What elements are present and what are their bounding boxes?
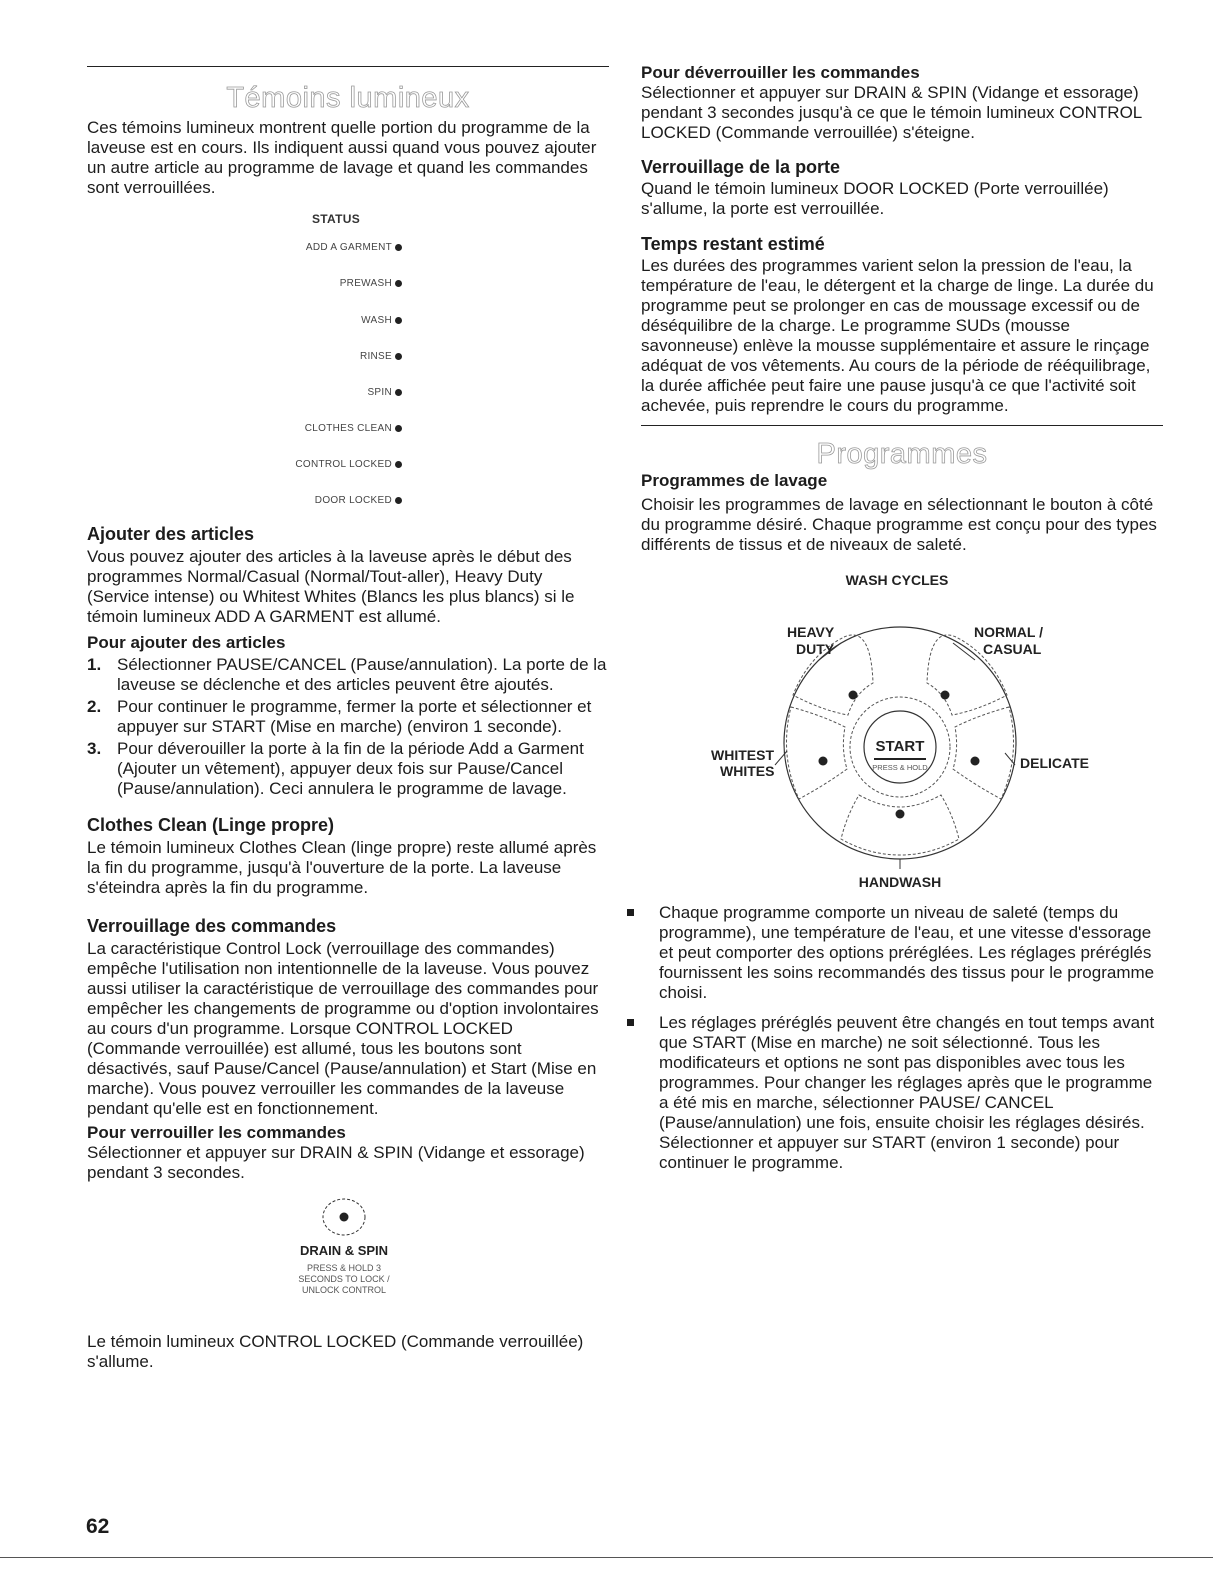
label-whites: WHITES bbox=[720, 763, 775, 779]
indicator-light-icon bbox=[941, 691, 950, 700]
label-delicate: DELICATE bbox=[1020, 755, 1089, 771]
page-number: 62 bbox=[86, 1515, 110, 1538]
press-hold-label: PRESS & HOLD bbox=[872, 763, 928, 772]
leader-delicate bbox=[1005, 753, 1015, 765]
status-label: WASH bbox=[361, 315, 392, 326]
label-normal: NORMAL / bbox=[974, 624, 1043, 640]
drain-spin-caption-2: SECONDS TO LOCK / bbox=[298, 1274, 390, 1284]
status-wash bbox=[361, 311, 402, 331]
wash-programs-body: Choisir les programmes de lavage en sélectionnant le bouton à côté du programme désiré. Chaque programme est conçu pour des types différents de tissus et de niveaux de saleté. bbox=[641, 495, 1157, 554]
section-title-programs: Programmes bbox=[816, 438, 988, 470]
subheading-how-to-add: Pour ajouter des articles bbox=[87, 633, 286, 652]
wash-cycles-dial bbox=[641, 565, 1163, 897]
status-control-locked bbox=[295, 455, 402, 475]
indicator-light-icon bbox=[395, 244, 402, 251]
status-label: CONTROL LOCKED bbox=[295, 459, 392, 470]
status-label: ADD A GARMENT bbox=[305, 242, 392, 253]
indicator-light-icon bbox=[395, 425, 402, 432]
segment-handwash bbox=[841, 795, 959, 855]
programs-bullets bbox=[627, 903, 1163, 1173]
bullet-text: Les réglages préréglés peuvent être changés en tout temps avant que START (Mise en marche) ne soit sélectionné. Tous les modificateurs et options ne sont pas disponibles avec tous les programmes. Pour changer les réglages après que le programme a été mis en marche, sélectionner PAUSE/ CANCEL (Pause/annulation) une fois, ensuite choisir les réglages désirés. Sélectionner et appuyer sur START (environ 1 seconde) pour continuer le programme. bbox=[659, 1013, 1155, 1172]
heading-unlock-controls: Pour déverrouiller les commandes bbox=[641, 63, 920, 82]
heading-wash-programs: Programmes de lavage bbox=[641, 471, 828, 490]
lock-controls-body: Sélectionner et appuyer sur DRAIN & SPIN (Vidange et essorage) pendant 3 secondes. bbox=[87, 1143, 585, 1182]
step-item bbox=[87, 739, 609, 799]
status-clothes-clean bbox=[305, 419, 402, 439]
indicator-light-icon bbox=[340, 1213, 349, 1222]
indicator-light-icon bbox=[849, 691, 858, 700]
indicator-light-icon bbox=[395, 497, 402, 504]
indicator-light-icon bbox=[395, 353, 402, 360]
control-lock-body: La caractéristique Control Lock (verrouillage des commandes) empêche l'utilisation non intentionnelle de la laveuse. Vous pouvez aussi utiliser la caractéristique de verrouillage des commandes pour empêcher les changements de programme ou d'option involontaires au cours d'un programme. Lorsque CONTROL LOCKED (Commande verrouillée) est allumé, tous les boutons sont désactivés, sauf Pause/Cancel (Pause/annulation) et Start (Mise en marche). Vous pouvez verrouiller les commandes de la laveuse pendant qu'elle est en fonctionnement. bbox=[87, 939, 599, 1118]
status-panel-title: STATUS bbox=[312, 212, 361, 226]
unlock-controls-body: Sélectionner et appuyer sur DRAIN & SPIN (Vidange et essorage) pendant 3 secondes jusqu'à ce que le témoin lumineux CONTROL LOCKED (Commande verrouillée) s'éteigne. bbox=[641, 83, 1142, 142]
status-label: PREWASH bbox=[339, 278, 392, 289]
status-label: DOOR LOCKED bbox=[314, 495, 392, 506]
indicator-light-icon bbox=[819, 757, 828, 766]
status-door-locked bbox=[315, 491, 402, 511]
control-locked-closing: Le témoin lumineux CONTROL LOCKED (Commande verrouillée) s'allume. bbox=[87, 1332, 584, 1371]
indicator-light-icon bbox=[395, 280, 402, 287]
clothes-clean-body: Le témoin lumineux Clothes Clean (linge propre) reste allumé après la fin du programme, jusqu'à l'ouverture de la porte. La laveuse s'éteindra après la fin du programme. bbox=[87, 838, 597, 897]
start-label: START bbox=[875, 738, 925, 755]
step-number: 1. bbox=[87, 655, 102, 674]
bullet-item bbox=[627, 903, 1163, 1003]
bullet-square-icon bbox=[627, 909, 634, 916]
indicators-intro: Ces témoins lumineux montrent quelle portion du programme de la laveuse est en cours. Ils indiquent aussi quand vous pouvez ajouter un autre article au programme de lavage et quand les commandes sont verrouillées. bbox=[87, 118, 597, 197]
status-spin bbox=[367, 383, 402, 403]
status-label: RINSE bbox=[359, 351, 392, 362]
status-add-a-garment bbox=[306, 238, 402, 258]
add-items-body: Vous pouvez ajouter des articles à la laveuse après le début des programmes Normal/Casual (Normal/Tout-aller), Heavy Duty (Service intense) ou Whitest Whites (Blancs les plus blancs) si le témoin lumineux ADD A GARMENT est allumé. bbox=[87, 547, 575, 626]
wash-cycles-title: WASH CYCLES bbox=[845, 572, 949, 588]
status-label: CLOTHES CLEAN bbox=[304, 423, 392, 434]
left-column bbox=[87, 58, 609, 1372]
step-number: 2. bbox=[87, 697, 102, 716]
bullet-text: Chaque programme comporte un niveau de saleté (temps du programme), une température de l'eau, et une vitesse d'essorage et peut comporter des options préréglées. Les réglages préréglés fournissent les soins recommandés des tissus pour le programme choisi. bbox=[659, 903, 1155, 1002]
step-text: Pour déverouiller la porte à la fin de la période Add a Garment (Ajouter un vêtement), appuyer deux fois sur Pause/Cancel (Pause/annulation). Ceci annulera le programme de lavage. bbox=[117, 739, 584, 798]
door-lock-body: Quand le témoin lumineux DOOR LOCKED (Porte verrouillée) s'allume, la porte est verrouillée. bbox=[641, 179, 1109, 218]
bottom-rule bbox=[0, 1557, 1213, 1558]
bullet-item bbox=[627, 1013, 1163, 1173]
bullet-square-icon bbox=[627, 1019, 634, 1026]
label-heavy: HEAVY bbox=[787, 624, 835, 640]
drain-spin-caption-3: UNLOCK CONTROL bbox=[301, 1285, 387, 1295]
drain-spin-illustration bbox=[87, 1183, 609, 1325]
step-item bbox=[87, 655, 609, 695]
heading-time-remaining: Temps restant estimé bbox=[641, 234, 825, 254]
heading-clothes-clean: Clothes Clean (Linge propre) bbox=[87, 815, 335, 835]
top-rule-left bbox=[87, 66, 609, 67]
drain-spin-caption-1: PRESS & HOLD 3 bbox=[306, 1263, 382, 1273]
section-title-indicators: Témoins lumineux bbox=[226, 82, 470, 114]
segment-whitest-whites bbox=[787, 707, 848, 799]
label-duty: DUTY bbox=[796, 641, 835, 657]
subheading-lock-controls: Pour verrouiller les commandes bbox=[87, 1123, 346, 1142]
label-casual: CASUAL bbox=[983, 641, 1042, 657]
time-remaining-body: Les durées des programmes varient selon la pression de l'eau, la température de l'eau, le détergent et la charge de linge. La durée du programme peut se prolonger en cas de moussage excessif ou de déséquilibre de la charge. Le programme SUDs (mousse savonneuse) enlève la mousse supplémentaire et assure le rinçage adéquat de vos vêtements. Au cours de la période de rééquilibrage, la durée affichée peut faire une pause jusqu'à ce que l'activité soit achevée, puis reprendre le cours du programme. bbox=[641, 256, 1154, 415]
segment-delicate bbox=[953, 707, 1014, 799]
status-prewash bbox=[340, 274, 402, 294]
drain-spin-label: DRAIN & SPIN bbox=[299, 1243, 389, 1258]
label-whitest: WHITEST bbox=[711, 747, 774, 763]
right-column bbox=[641, 58, 1163, 1183]
step-text: Sélectionner PAUSE/CANCEL (Pause/annulation). La porte de la laveuse se déclenche et des articles peuvent être ajoutés. bbox=[117, 655, 607, 694]
indicator-light-icon bbox=[395, 389, 402, 396]
drain-spin-button-panel bbox=[87, 1183, 609, 1325]
indicator-light-icon bbox=[395, 461, 402, 468]
label-handwash: HANDWASH bbox=[858, 874, 942, 890]
status-panel bbox=[87, 198, 609, 520]
step-text: Pour continuer le programme, fermer la porte et sélectionner et appuyer sur START (Mise en marche) (environ 1 seconde). bbox=[117, 697, 592, 736]
status-label: SPIN bbox=[367, 387, 392, 398]
section-rule-right bbox=[641, 425, 1163, 426]
status-rinse bbox=[360, 347, 402, 367]
step-number: 3. bbox=[87, 739, 102, 758]
heading-control-lock: Verrouillage des commandes bbox=[87, 916, 337, 936]
heading-door-lock: Verrouillage de la porte bbox=[641, 157, 841, 177]
indicator-light-icon bbox=[896, 810, 905, 819]
add-items-steps bbox=[87, 655, 609, 799]
step-item bbox=[87, 697, 609, 737]
indicator-light-icon bbox=[971, 757, 980, 766]
indicator-light-icon bbox=[395, 317, 402, 324]
heading-add-items: Ajouter des articles bbox=[87, 524, 255, 544]
